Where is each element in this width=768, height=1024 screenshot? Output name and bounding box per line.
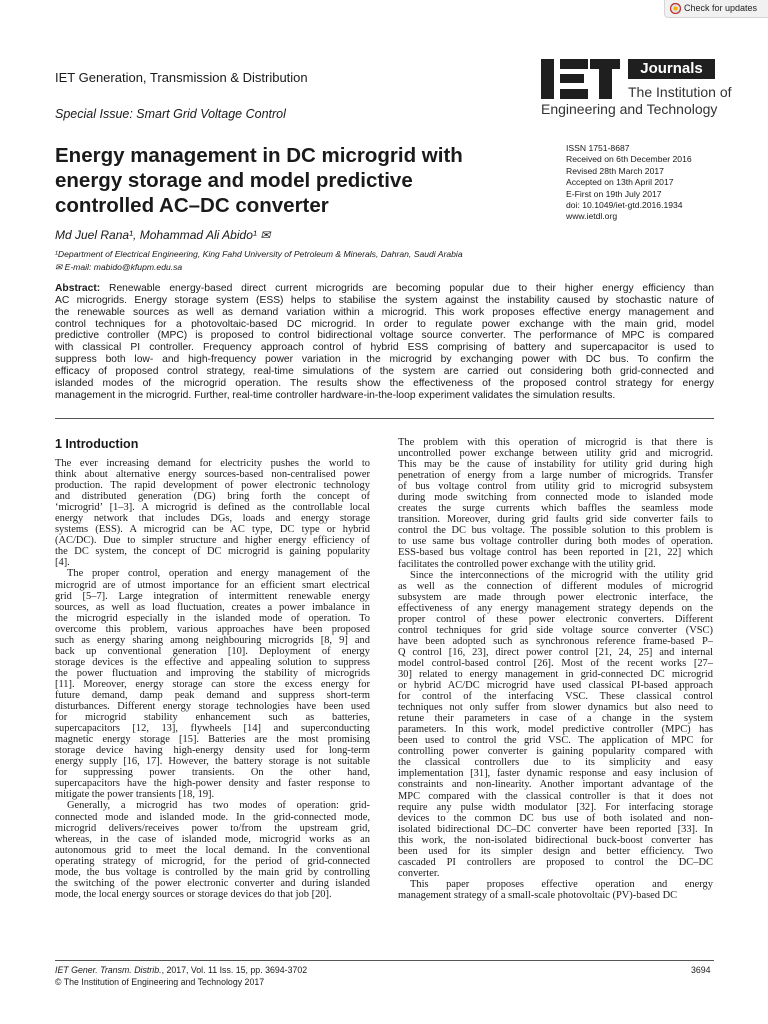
body-text-line: storage devices is the effective and appealing solution to suppress [55, 656, 370, 668]
title-line: energy storage and model predictive [55, 169, 413, 192]
body-text-line: such as energy sharing among neighbouring microgrids [8, 9] and [55, 634, 370, 646]
body-text-line: the DC system, the concept of DC microgrid is gaining popularity [55, 546, 370, 558]
body-text-line: parameters. In this work, model predictive controller (MPC) has [398, 724, 713, 736]
body-text-line: model control-based control [26]. Most of the recent works [27– [398, 657, 713, 669]
body-text-line: facilitates the controlled power exchange with the utility grid. [398, 558, 656, 570]
body-text-line: mode, the local energy sources or storage devices do that job [20]. [55, 888, 332, 900]
journal-name: IET Generation, Transmission & Distribution [55, 70, 308, 85]
body-text-line: whereas, in the case of islanded mode, microgrid works as an [55, 833, 370, 845]
body-text-line: The proper control, operation and energy management of the [67, 568, 370, 580]
abstract-line: islanded modes of the microgrid operation. The results show the effectiveness of the proposed control strategy for energy [55, 377, 714, 389]
body-text-line: creates the surge currents which baffles the seamless mode [398, 503, 713, 515]
doi-link[interactable]: doi: 10.1049/iet-gtd.2016.1934 [566, 200, 683, 211]
received-date: Received on 6th December 2016 [566, 154, 692, 165]
issn: ISSN 1751-8687 [566, 143, 630, 153]
body-text-line: management strategy of a small-scale photovoltaic (PV)-based DC [398, 889, 678, 901]
body-text-line: ESS-based bus voltage control has been reported in [21, 22] which [398, 547, 713, 559]
body-text-line: controlling power converter is gaining popularity compared with [398, 746, 713, 758]
body-text-line: the classical controllers due to its simplicity and easy [398, 757, 713, 769]
body-text-line: as well as the connection of different modules of microgrid [398, 580, 713, 592]
divider [55, 418, 714, 419]
body-text-line: of bus voltage control from utility grid to microgrid subsystem [398, 481, 713, 493]
footer-copyright: © The Institution of Engineering and Technology 2017 [55, 977, 265, 987]
check-for-updates-label: Check for updates [684, 3, 758, 13]
body-text-line: mode, the bus voltage is controlled by the main grid by controlling [55, 866, 370, 878]
body-text-line: Generally, a microgrid has two modes of operation: grid- [67, 800, 370, 812]
body-text-line: This may be the cause of instability for utility grid during high [398, 459, 713, 471]
body-text-line: ‘microgrid’ [1–3]. A microgrid is defined as the controllable local [55, 502, 370, 514]
body-text-line: penetration of energy from a large number of microgrids. Transfer [398, 470, 713, 482]
abstract-line [55, 283, 714, 295]
revised-date: Revised 28th March 2017 [566, 165, 664, 176]
body-text-line: energy network that includes DGs, loads and energy storage [55, 513, 370, 525]
abstract-line: management in the microgrid. Further, real-time controller hardware-in-the-loop experiment validates the simulation results. [55, 389, 616, 401]
body-text-line: for control of the interfacing VSC. These classical control [398, 691, 713, 703]
title-line: controlled AC–DC converter [55, 194, 329, 217]
abstract-label: Abstract: [55, 283, 101, 294]
body-text-line: the microgrid especially in the islanded mode of operation. To [55, 612, 370, 624]
body-text-line: 30] related to energy management in grid-connected DC microgrid [398, 668, 713, 680]
body-text-line: Since the interconnections of the microgrid with the utility grid [410, 569, 713, 581]
body-text-line: subsystem are made through power electronic interface, the [398, 591, 713, 603]
abstract-line: predictive controller (MPC) is proposed to control bidirectional voltage source converter. The performance of MPC is compared [55, 330, 714, 342]
body-text-line: This paper proposes effective operation and energy [410, 878, 713, 890]
body-text-line: mitigate the power transients [18, 19]. [55, 789, 215, 801]
body-text-line: microgrid delivers/receives power to/from the upstream grid, [55, 822, 370, 834]
body-text-line: the switching of the power electronic converter and during islanded [55, 877, 370, 889]
body-text-line: [11]. Moreover, energy storage can store the excess energy for [55, 678, 370, 690]
abstract-line: suppress both low- and high-frequency power variation in the microgrid by exchanging power with DC bus. To confirm the [55, 354, 714, 366]
paper-title [55, 143, 545, 218]
body-text-line: supercapacitors have the high-power density and faster response to [55, 778, 370, 790]
affiliation: ¹Department of Electrical Engineering, King Fahd University of Petroleum & Minerals, Dahran, Saudi Arabia [55, 249, 463, 259]
body-text-line: to use same bus voltage controller during both modes of operation. [398, 536, 713, 548]
body-text-line: implementation [31], faster dynamic response and easy inclusion of [398, 768, 713, 780]
footer-volume-info: , 2017, Vol. 11 Iss. 15, pp. 3694-3702 [161, 965, 308, 975]
body-text-line: control the DC bus voltage. The possible solution to this problem is [398, 525, 713, 537]
body-text-line: cascaded PI controllers are proposed to control the DC–DC [398, 856, 713, 868]
body-text-line: during mode switching from connected mode to islanded mode [398, 492, 713, 504]
body-text-line: systems (ESS). A microgrid can be AC type, DC type or hybrid [55, 524, 370, 536]
body-text-line: Q control [16, 23], direct power control [21, 24, 25] and internal [398, 646, 713, 658]
body-text-line: supercapacitors [12, 13], flywheels [14] and superconducting [55, 723, 370, 735]
body-text-line: connected mode and islanded mode. In the grid-connected mode, [55, 811, 370, 823]
abstract-line: with classical PI controller. Frequency approach control of hybrid ESS comprising of battery and supercapacitor is used to [55, 342, 714, 354]
body-text-line: require any pulse width modulator [32]. For interfacing storage [398, 801, 713, 813]
body-text-line: back up conventional generation [10]. Deployment of energy [55, 645, 370, 657]
author-email[interactable]: ✉ E-mail: mabido@kfupm.edu.sa [55, 262, 183, 272]
body-text-line: proper control of these power electronic converters. Different [398, 613, 713, 625]
journals-badge: Journals [628, 59, 715, 79]
body-text-line: for microgrid stability enhancement such as batteries, [55, 712, 370, 724]
body-text-line: operating strategy of microgrid, for the period of grid-connected [55, 855, 370, 867]
authors: Md Juel Rana¹, Mohammad Ali Abido¹ ✉ [55, 228, 271, 242]
update-icon [670, 3, 681, 14]
body-text-line: retune their parameters in case of a change in the system [398, 713, 713, 725]
abstract-line: control techniques for a photovoltaic-based DC microgrid. In order to regulate power exchange with the main grid, model [55, 318, 714, 330]
body-text-line: overcome this problem, various approaches have been proposed [55, 623, 370, 635]
body-text-line: or hybrid AC/DC microgrid have used classical PI-based approach [398, 680, 713, 692]
body-text-line: the power fluctuation and improving the stability of microgrids [55, 667, 370, 679]
body-text-line: have been adopted such as synchronous reference frame-based P– [398, 635, 713, 647]
body-text-line: and distributed generation (DG) bring forth the concept of [55, 491, 370, 503]
body-text-line: converter. [398, 867, 440, 879]
body-text-line: devices to the common DC bus use of both isolated and non- [398, 812, 713, 824]
institution-name-line-1: The Institution of [628, 84, 732, 100]
body-column-right [398, 437, 713, 901]
body-text-line: techniques not only suffer from slower dynamics but also need to [398, 702, 713, 714]
body-text-line: magnetic energy storage [15]. Batteries are the most promising [55, 734, 370, 746]
abstract-line: the renewable sources as well as demand variation within a microgrid. This work proposes effective energy management and [55, 306, 714, 318]
body-text-line: been used for its simpler design and better efficiency. Two [398, 845, 713, 857]
body-text-line: think about alternative energy sources-based non-centralised power [55, 469, 370, 481]
body-text-line: storage device having high-energy density used for long-term [55, 745, 370, 757]
article-metadata [566, 143, 692, 223]
body-text-line: [4]. [55, 557, 70, 569]
body-text-line: energy supply [16, 17]. However, the battery storage is not suitable [55, 756, 370, 768]
abstract-line: AC microgrids. Energy storage system (ESS) helps to stabilise the system against the instability caused by stochastic nature of [55, 294, 714, 306]
website-link[interactable]: www.ietdl.org [566, 211, 618, 222]
body-text-line: microgrid are of utmost importance for an efficient smart electrical [55, 579, 370, 591]
title-line: Energy management in DC microgrid with [55, 144, 463, 167]
body-text-line: effectiveness of any energy management strategy depends on the [398, 602, 713, 614]
body-text-line: isolated bidirectional DC–DC converter have been reported [33]. In [398, 823, 713, 835]
body-column-left [55, 458, 370, 900]
abstract-line: efficacy of proposed control strategy, real-time simulations of the system are carried out considering both grid-connected and [55, 365, 714, 377]
body-text-line: grid [5–7]. Large integration of intermittent renewable energy [55, 590, 370, 602]
abstract [55, 283, 714, 401]
body-text-line: this work, the non-isolated bidirectional buck-boost converter has [398, 834, 713, 846]
footer-citation [55, 965, 307, 975]
body-text-line: constraints and non-linearity. Another important advantage of the [398, 779, 713, 791]
body-text-line: control techniques for grid side voltage source converter (VSC) [398, 624, 713, 636]
body-text-line: for suppressing power transients. On the other hand, [55, 767, 370, 779]
body-text-line: transition. Moreover, during grid faults grid side converter fails to [398, 514, 713, 526]
abstract-line-rest: Renewable energy-based direct current microgrids are becoming popular due to their higher energy efficiency than [109, 283, 714, 294]
check-for-updates-button[interactable] [664, 0, 768, 18]
page-number: 3694 [691, 965, 711, 975]
institution-name-line-2: Engineering and Technology [541, 101, 718, 117]
section-heading: 1 Introduction [55, 437, 139, 451]
accepted-date: Accepted on 13th April 2017 [566, 177, 674, 188]
body-text-line: (AC/DC). Due to simpler structure and higher energy efficiency of [55, 535, 370, 547]
body-text-line: disturbances. Different energy storage technologies have been used [55, 701, 370, 713]
divider [55, 960, 714, 961]
body-text-line: The problem with this operation of microgrid is that there is [398, 437, 713, 448]
body-text-line: MPC compared with the classical controller is that it does not [398, 790, 713, 802]
body-text-line: production. The rapid development of power electronic technology [55, 480, 370, 492]
body-text-line: autonomous grid to meet the local demand. In the conventional [55, 844, 370, 856]
body-text-line: The ever increasing demand for electricity pushes the world to [55, 458, 370, 469]
body-text-line: future demand, damp peak demand and suppress short-term [55, 689, 370, 701]
body-text-line: uncontrolled power exchange between utility grid and microgrid. [398, 448, 713, 460]
efirst-date: E-First on 19th July 2017 [566, 188, 662, 199]
body-text-line: been used to control the grid VSC. The application of MPC for [398, 735, 713, 747]
footer-journal-abbrev: IET Gener. Transm. Distrib. [55, 965, 162, 975]
body-text-line: sources, as well as load fluctuation, creates a power imbalance in [55, 601, 370, 613]
special-issue-label: Special Issue: Smart Grid Voltage Control [55, 107, 286, 121]
